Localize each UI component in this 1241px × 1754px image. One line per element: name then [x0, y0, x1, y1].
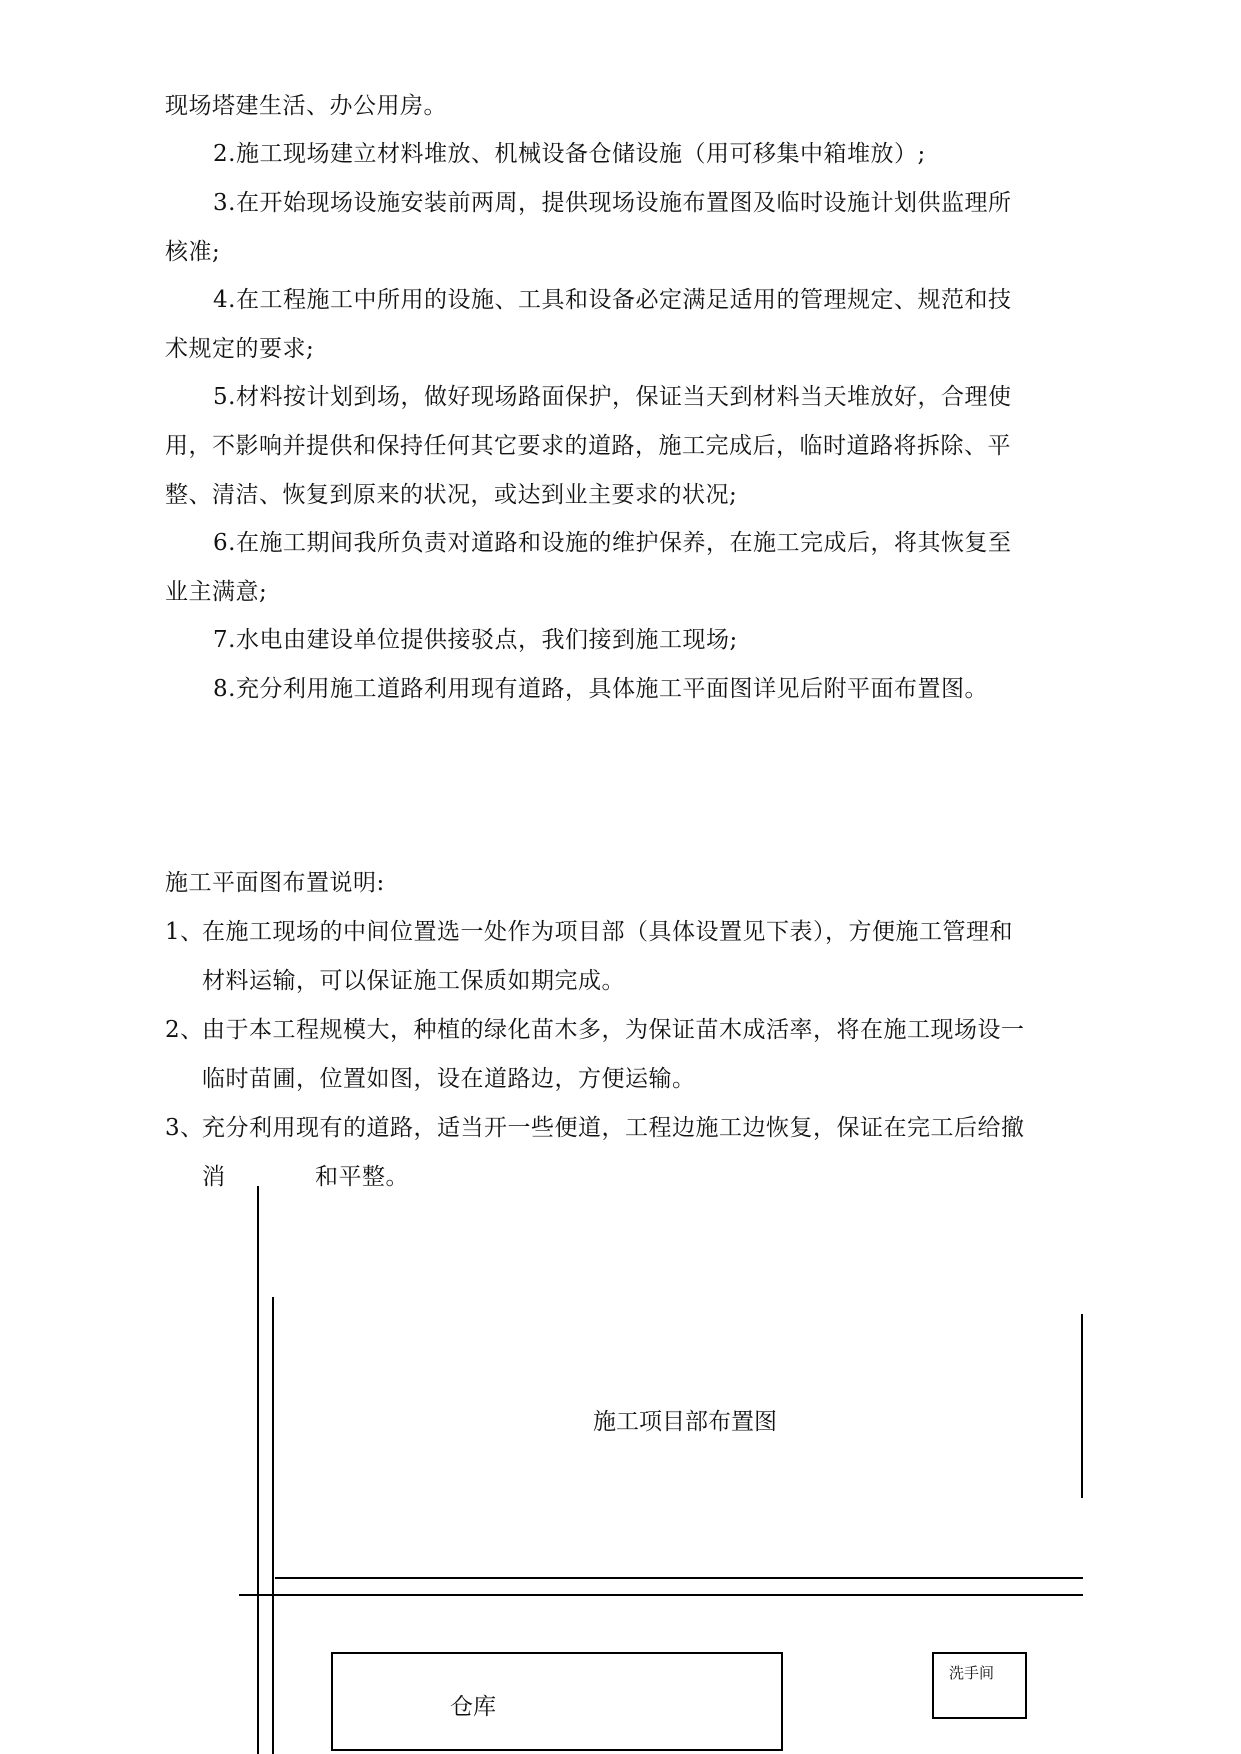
paragraph-line: 7.水电由建设单位提供接驳点，我们接到施工现场; [213, 627, 738, 653]
list-item-text: 和平整。 [315, 1164, 409, 1190]
vertical-road-line-inner [272, 1297, 274, 1754]
paragraph-line: 8.充分利用施工道路利用现有道路，具体施工平面图详见后附平面布置图。 [213, 676, 988, 702]
paragraph-line: 核准; [165, 239, 221, 265]
diagram-title: 施工项目部布置图 [593, 1409, 777, 1435]
warehouse-label: 仓库 [450, 1694, 496, 1720]
paragraph-line: 用，不影响并提供和保持任何其它要求的道路，施工完成后，临时道路将拆除、平 [165, 433, 1011, 459]
paragraph-line: 4.在工程施工中所用的设施、工具和设备必定满足适用的管理规定、规范和技 [213, 287, 1012, 313]
list-item-number: 2、 [165, 1017, 204, 1043]
warehouse-box [331, 1652, 783, 1751]
list-item-text: 消 [202, 1164, 226, 1190]
list-item-text: 由于本工程规模大，种植的绿化苗木多，为保证苗木成活率，将在施工现场设一 [202, 1017, 1025, 1043]
paragraph-line: 整、清洁、恢复到原来的状况，或达到业主要求的状况; [165, 482, 738, 508]
paragraph-line: 3.在开始现场设施安装前两周，提供现场设施布置图及临时设施计划供监理所 [213, 190, 1012, 216]
horizontal-road-line-lower [239, 1594, 1083, 1596]
list-item-text: 材料运输，可以保证施工保质如期完成。 [202, 968, 625, 994]
section-heading: 施工平面图布置说明: [165, 870, 385, 896]
vertical-boundary-line-right [1081, 1314, 1083, 1498]
list-item-text: 充分利用现有的道路，适当开一些便道，工程边施工边恢复，保证在完工后给撤 [202, 1115, 1025, 1141]
list-item-text: 临时苗圃，位置如图，设在道路边，方便运输。 [202, 1066, 696, 1092]
washroom-label: 洗手间 [949, 1664, 995, 1682]
list-item-text: 在施工现场的中间位置选一处作为项目部（具体设置见下表），方便施工管理和 [202, 919, 1013, 945]
paragraph-line: 2.施工现场建立材料堆放、机械设备仓储设施（用可移集中箱堆放）; [213, 141, 926, 167]
vertical-road-line-outer [257, 1186, 259, 1754]
paragraph-line: 现场塔建生活、办公用房。 [165, 93, 447, 119]
paragraph-line: 5.材料按计划到场，做好现场路面保护，保证当天到材料当天堆放好，合理使 [213, 384, 1012, 410]
list-item-number: 3、 [165, 1115, 204, 1141]
horizontal-road-line-upper [275, 1577, 1083, 1579]
paragraph-line: 6.在施工期间我所负责对道路和设施的维护保养，在施工完成后，将其恢复至 [213, 530, 1012, 556]
list-item-number: 1、 [165, 919, 204, 945]
paragraph-line: 业主满意; [165, 579, 268, 605]
paragraph-line: 术规定的要求; [165, 336, 315, 362]
